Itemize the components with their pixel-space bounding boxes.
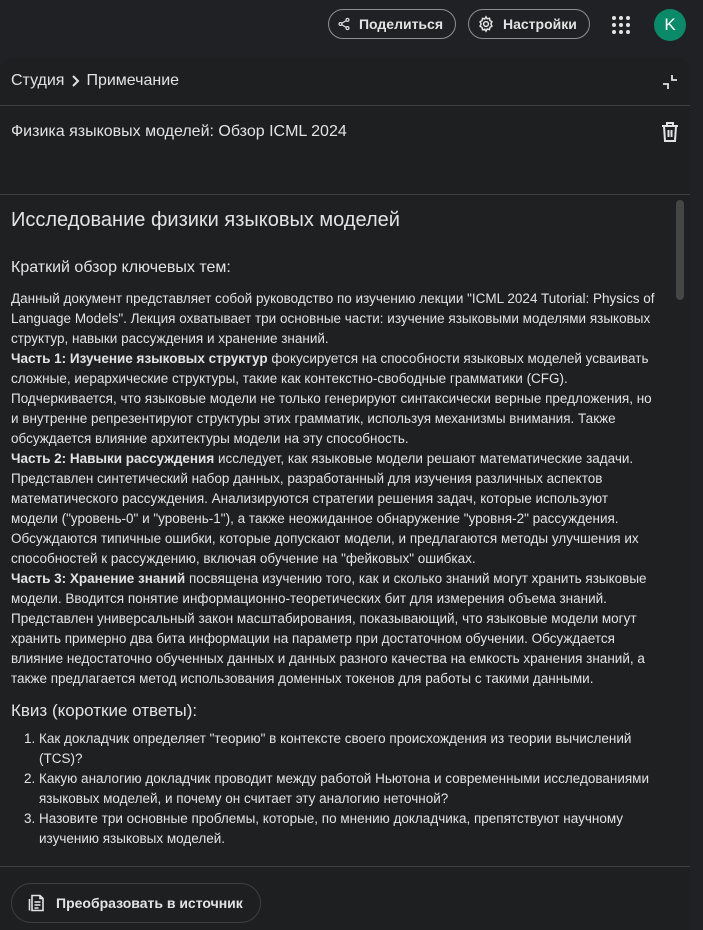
avatar[interactable]: K	[654, 9, 686, 41]
note-content	[0, 198, 690, 866]
summary-part	[11, 349, 656, 449]
summary-heading: Краткий обзор ключевых тем:	[11, 259, 231, 276]
note-title: Физика языковых моделей: Обзор ICML 2024	[11, 123, 347, 140]
studio-panel	[0, 57, 690, 930]
share-icon	[337, 15, 351, 33]
apps-grid-icon[interactable]	[611, 15, 631, 35]
convert-to-source-button[interactable]	[11, 883, 261, 923]
convert-label: Преобразовать в источник	[56, 895, 243, 911]
part-label: Часть 3: Хранение знаний	[11, 571, 186, 586]
summary-intro: Данный документ представляет собой руководство по изучению лекции "ICML 2024 Tutorial: Physics of Language Models". Лекция охватывает три основные части: изучение языковыми моделями языковых структур, навыки рассуждения и хранение знаний.	[11, 291, 655, 346]
part-label: Часть 2: Навыки рассуждения	[11, 451, 215, 466]
gear-icon	[477, 15, 495, 33]
share-label: Поделиться	[358, 16, 443, 32]
share-button[interactable]	[328, 9, 456, 39]
quiz-item: 3. Назовите три основные проблемы, которые, по мнению докладчика, препятствуют научному изучению языковых моделей.	[39, 809, 656, 849]
quiz-list	[11, 729, 656, 849]
collapse-icon[interactable]	[661, 73, 679, 91]
summary-part	[11, 569, 656, 689]
part-text: фокусируется на способности языковых моделей усваивать сложные, иерархические структуры, такие как контекстно-свободные грамматики (CFG). Подчеркивается, что языковые модели не только генерируют синтаксически верные предложения, но и внутренне репрезентируют структуры этих грамматик, используя механизмы внимания. Также обсуждается влияние архитектуры модели на эту способность.	[11, 351, 652, 446]
part-text: посвящена изучению того, как и сколько знаний могут хранить языковые модели. Вводится понятие информационно-теоретических бит для измерения объема знаний. Представлен универсальный закон масштабирования, показывающий, что языковые модели могут хранить примерно два бита информации на параметр при достаточном обучении. Обсуждается влияние недостаточно обученных данных и данных разного качества на емкость хранения знаний, а также предлагается метод использования доменных токенов для работы с такими данными.	[11, 571, 647, 686]
trash-icon[interactable]	[660, 121, 680, 143]
part-label: Часть 1: Изучение языковых структур	[11, 351, 268, 366]
summary-text	[11, 289, 656, 689]
note-heading: Исследование физики языковых моделей	[11, 209, 400, 231]
chevron-right-icon	[68, 74, 82, 88]
settings-label: Настройки	[503, 16, 577, 32]
breadcrumb-studio[interactable]: Студия	[11, 72, 65, 89]
quiz-item: 2. Какую аналогию докладчик проводит между работой Ньютона и современными исследованиями языковых моделей, и почему он считает эту аналогию неточной?	[39, 769, 656, 809]
scrollbar[interactable]	[676, 200, 684, 300]
divider	[0, 105, 690, 106]
document-icon	[28, 894, 46, 912]
breadcrumb-note: Примечание	[86, 72, 180, 89]
top-bar	[0, 0, 703, 50]
quiz-item: 1. Как докладчик определяет "теорию" в контексте своего происхождения из теории вычислений (TCS)?	[39, 729, 656, 769]
settings-button[interactable]	[468, 9, 590, 39]
summary-part	[11, 449, 656, 569]
quiz-heading: Квиз (короткие ответы):	[11, 701, 198, 720]
footer	[0, 866, 690, 930]
breadcrumb	[11, 72, 179, 90]
divider	[0, 194, 690, 195]
part-text: исследует, как языковые модели решают математические задачи. Представлен синтетический набор данных, разработанный для изучения различных аспектов математического рассуждения. Анализируются стратегии решения задач, которые используют модели ("уровень-0" и "уровень-1"), а также неожиданное обнаружение "уровня-2" рассуждения. Обсуждаются типичные ошибки, которые допускают модели, и предлагаются методы улучшения их способностей к рассуждению, включая обучение на "фейковых" ошибках.	[11, 451, 639, 566]
